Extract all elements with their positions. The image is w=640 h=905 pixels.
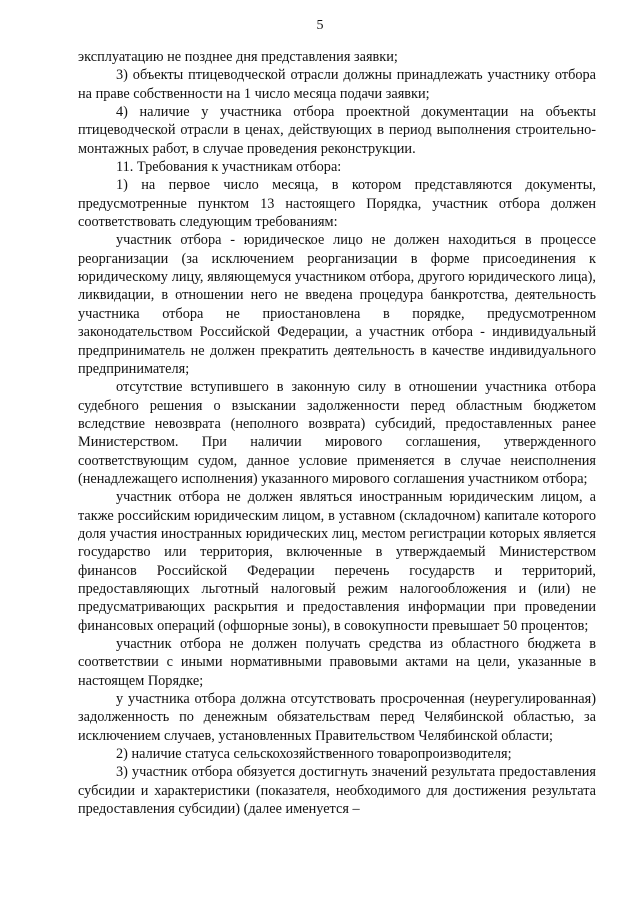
paragraph-section-11-heading: 11. Требования к участникам отбора: (116, 159, 342, 176)
paragraph-continuation: эксплуатацию не позднее дня представления заявки; (78, 49, 398, 65)
paragraph-requirement-1: 1) на первое число месяца, в котором представляются документы, предусмотренные пунктом 13 настоящего Порядка, участник отбора должен соответствовать следующим требованиям: (78, 177, 596, 231)
paragraph-other-funds: участник отбора не должен получать средства из областного бюджета в соответствии с иными нормативными правовыми актами на цели, указанные в настоящем Порядке; (78, 636, 596, 689)
paragraph-item-4-project-docs: 4) наличие у участника отбора проектной документации на объекты птицеводческой отрасли в ценах, действующих в период выполнения строительно-монтажных работ, в случае проведения реконструкции. (78, 104, 596, 157)
paragraph-reorganization: участник отбора - юридическое лицо не должен находиться в процессе реорганизации (за исключением реорганизации в форме присоединения к юридическому лицу, являющемуся участником отбора, другого юридического лица), ликвидации, в отношении него не введена процедура банкротства, деятельность участника отбора не приостановлена в порядке, предусмотренном законодательством Российской Федерации, а участник отбора - индивидуальный предприниматель не должен прекратить деятельность в качестве индивидуального предпринимателя; (78, 232, 596, 377)
paragraph-item-3-ownership: 3) объекты птицеводческой отрасли должны принадлежать участнику отбора на праве собственности на 1 число месяца подачи заявки; (78, 67, 596, 102)
paragraph-requirement-3: 3) участник отбора обязуется достигнуть значений результата предоставления субсидии и характеристики (показателя, необходимого для достижения результата предоставления субсидии) (далее именуется – (78, 764, 596, 818)
paragraph-debt: у участника отбора должна отсутствовать просроченная (неурегулированная) задолженность по денежным обязательствам перед Челябинской областью, за исключением случаев, установленных Правительством Челябинской области; (78, 691, 596, 744)
document-body (78, 48, 596, 818)
paragraph-requirement-2: 2) наличие статуса сельскохозяйственного товаропроизводителя; (116, 746, 512, 763)
paragraph-foreign-entity: участник отбора не должен являться иностранным юридическим лицом, а также российским юридическим лицом, в уставном (складочном) капитале которого доля участия иностранных юридических лиц, местом регистрации которых является государство или территория, включенные в утверждаемый Министерством финансов Российской Федерации перечень государств и территорий, предоставляющих льготный налоговый режим налогообложения и (или) не предусматривающих раскрытия и предоставления информации при проведении финансовых операций (офшорные зоны), в совокупности превышает 50 процентов; (78, 489, 596, 634)
paragraph-court-decision: отсутствие вступившего в законную силу в отношении участника отбора судебного решения о взыскании задолженности перед областным бюджетом вследствие невозврата (неполного возврата) субсидий, предоставленных ранее Министерством. При наличии мирового соглашения, утвержденного соответствующим судом, данное условие применяется в случае неисполнения (ненадлежащего исполнения) указанного мирового соглашения участником отбора; (78, 379, 596, 487)
page-number: 5 (316, 18, 324, 33)
